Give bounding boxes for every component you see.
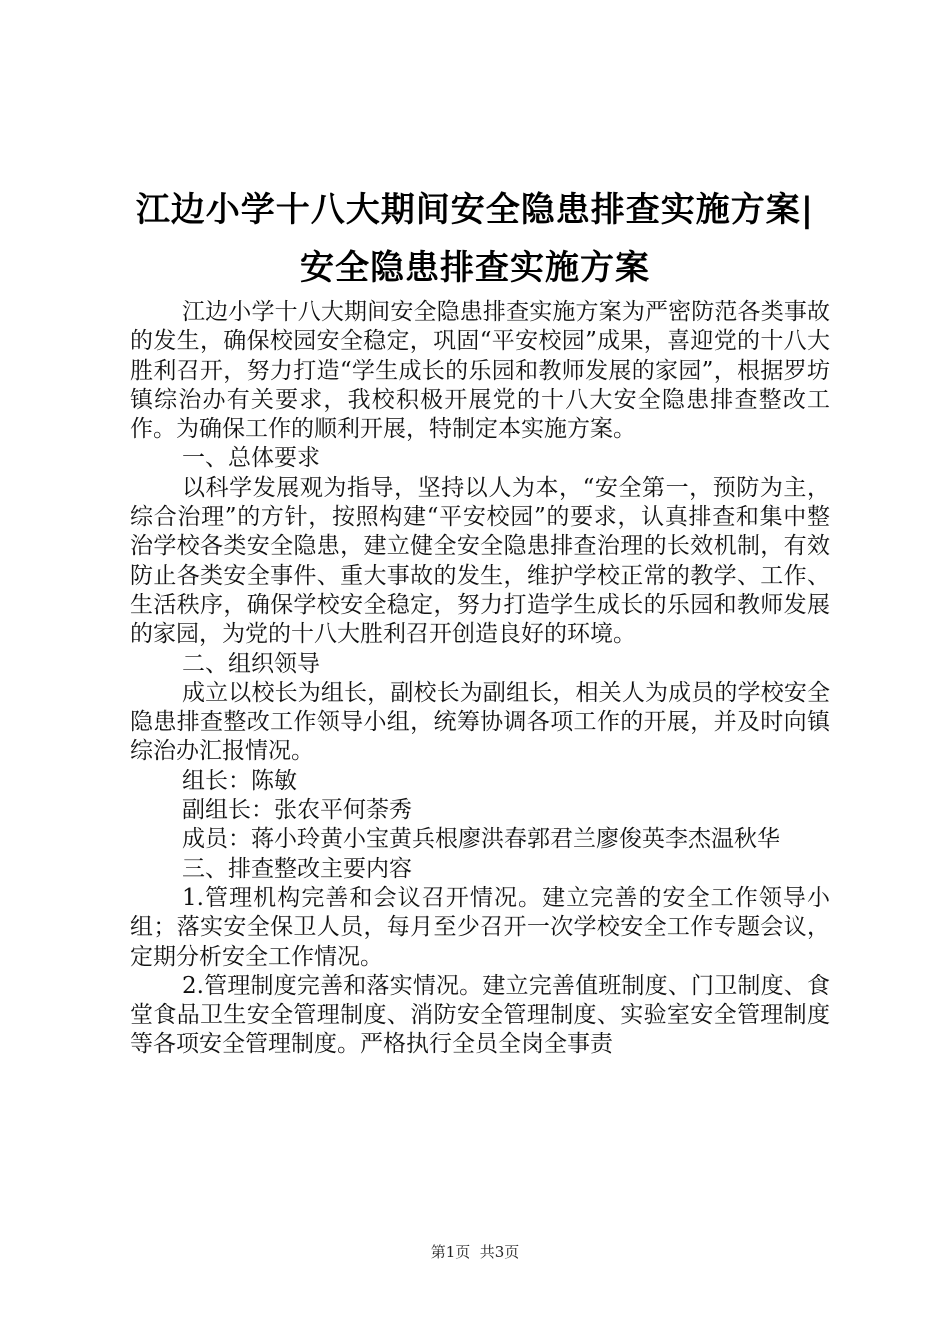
document-body [130, 298, 830, 1060]
section-heading-organization: 二、组织领导 [182, 650, 320, 677]
members-line: 成员：蒋小玲黄小宝黄兵根廖洪春郭君兰廖俊英李杰温秋华 [182, 826, 780, 853]
document-title-line-1: 江边小学十八大期间安全隐患排查实施方案| [135, 190, 815, 230]
intro-paragraph: 江边小学十八大期间安全隐患排查实施方案为严密防范各类事故的发生，确保校园安全稳定，巩固“平安校园”成果，喜迎党的十八大胜利召开，努力打造“学生成长的乐园和教师发展的家园”，根据罗坊镇综治办有关要求，我校积极开展党的十八大安全隐患排查整改工作。为确保工作的顺利开展，特制定本实施方案。 [130, 299, 830, 443]
page-number-footer: 第1页 共3页 [430, 1243, 520, 1261]
section-heading-inspection-content: 三、排查整改主要内容 [182, 855, 412, 882]
team-leader-line: 组长：陈敏 [182, 767, 297, 794]
organization-paragraph: 成立以校长为组长，副校长为副组长，相关人为成员的学校安全隐患排查整改工作领导小组，统筹协调各项工作的开展，并及时向镇综治办汇报情况。 [130, 679, 830, 765]
document-title-line-2: 安全隐患排查实施方案 [300, 248, 650, 288]
general-requirements-paragraph: 以科学发展观为指导，坚持以人为本，“安全第一，预防为主，综合治理”的方针，按照构建“平安校园”的要求，认真排查和集中整治学校各类安全隐患，建立健全安全隐患排查治理的长效机制，有效防止各类安全事件、重大事故的发生，维护学校正常的教学、工作、生活秩序，确保学校安全稳定，努力打造学生成长的乐园和教师发展的家园，为党的十八大胜利召开创造良好的环境。 [130, 474, 830, 648]
deputy-leader-line: 副组长：张农平何荼秀 [182, 797, 412, 824]
section-heading-general-requirements: 一、总体要求 [182, 445, 320, 472]
inspection-item-1: 1.管理机构完善和会议召开情况。建立完善的安全工作领导小组；落实安全保卫人员，每月至少召开一次学校安全工作专题会议，定期分析安全工作情况。 [130, 884, 830, 970]
inspection-item-2: 2.管理制度完善和落实情况。建立完善值班制度、门卫制度、食堂食品卫生安全管理制度、消防安全管理制度、实验室安全管理制度等各项安全管理制度。严格执行全员全岗全事责 [130, 972, 830, 1058]
